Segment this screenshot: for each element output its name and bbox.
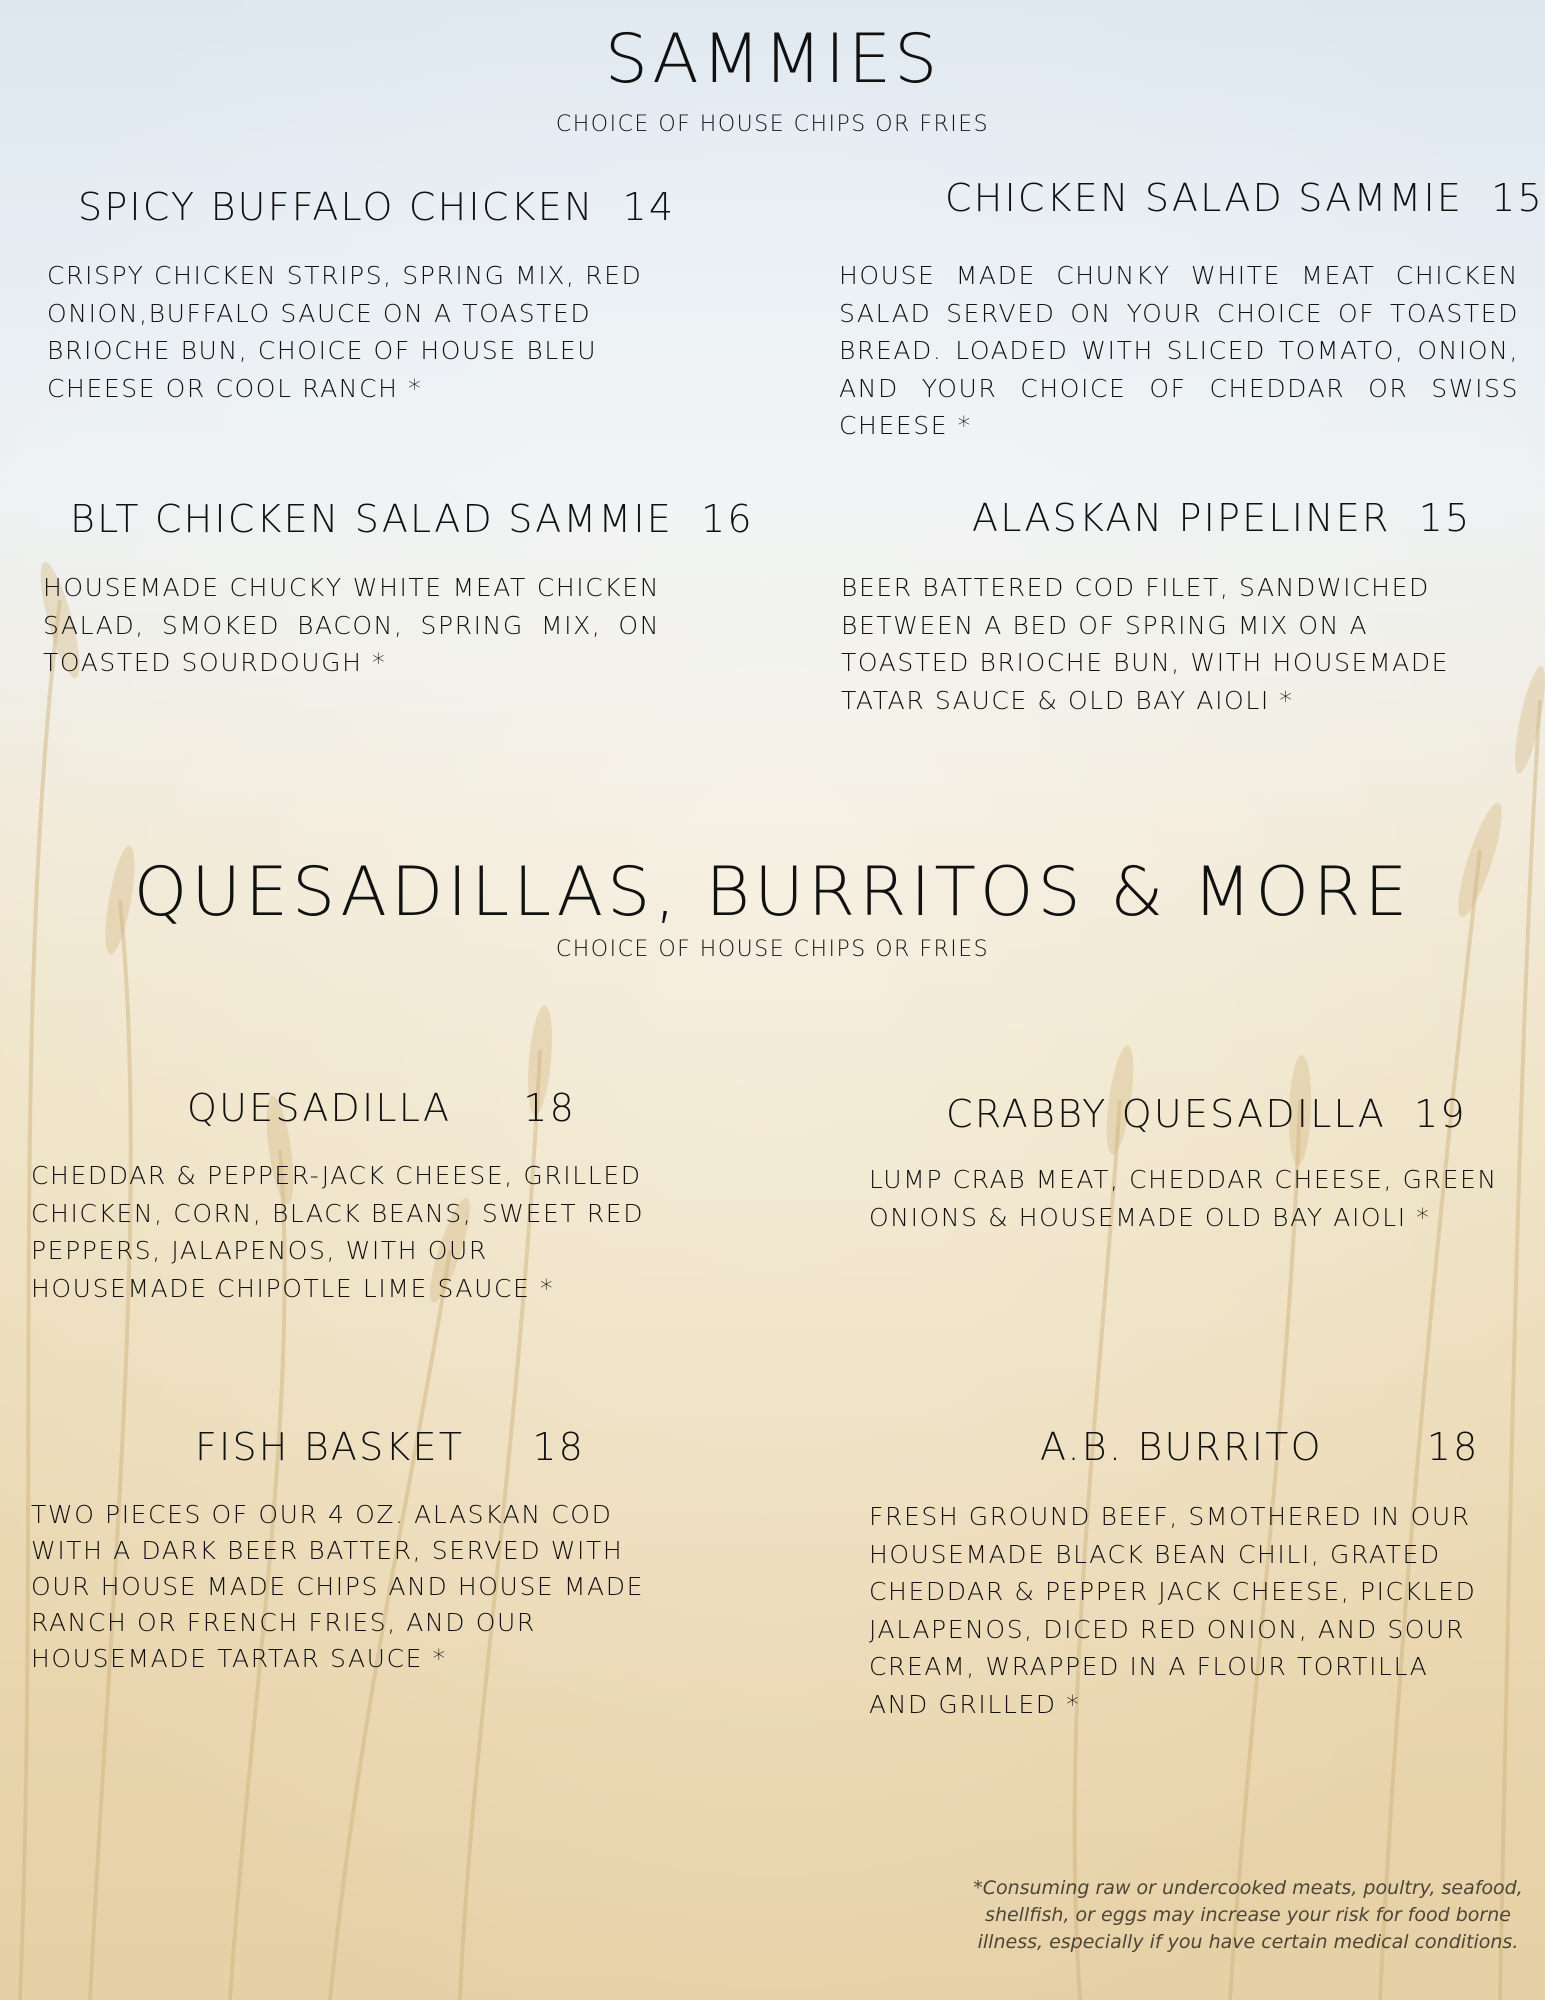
menu-item-name: SPICY BUFFALO CHICKEN xyxy=(78,185,595,229)
menu-item-name: BLT CHICKEN SALAD SAMMIE xyxy=(70,497,674,541)
menu-item-name: FISH BASKET xyxy=(195,1425,465,1469)
menu-item-price: 18 xyxy=(523,1086,576,1130)
menu-item-description: CHEDDAR & PEPPER-JACK CHEESE, GRILLED CHICKEN, CORN, BLACK BEANS, SWEET RED PEPPERS, JALAPENOS, WITH OUR HOUSEMADE CHIPOTLE LIME SAUCE * xyxy=(31,1161,645,1303)
menu-item-price: 18 xyxy=(532,1425,585,1469)
menu-item-price: 15 xyxy=(1491,176,1544,220)
menu-item-description: FRESH GROUND BEEF, SMOTHERED IN OUR HOUSEMADE BLACK BEAN CHILI, GRATED CHEDDAR & PEPPER JACK CHEESE, PICKLED JALAPENOS, DICED RED ONION, AND SOUR CREAM, WRAPPED IN A FLOUR TORTILLA AND GRILLED * xyxy=(869,1502,1477,1719)
menu-item-description: TWO PIECES OF OUR 4 OZ. ALASKAN COD WITH A DARK BEER BATTER, SERVED WITH OUR HOUSE MADE CHIPS AND HOUSE MADE RANCH OR FRENCH FRIES, AND OUR HOUSEMADE TARTAR SAUCE * xyxy=(31,1500,644,1673)
menu-item-title xyxy=(195,1425,585,1469)
menu-item-description: LUMP CRAB MEAT, CHEDDAR CHEESE, GREEN ONIONS & HOUSEMADE OLD BAY AIOLI * xyxy=(869,1165,1498,1232)
menu-item-description: CRISPY CHICKEN STRIPS, SPRING MIX, RED ONION,BUFFALO SAUCE ON A TOASTED BRIOCHE BUN, CHOICE OF HOUSE BLEU CHEESE OR COOL RANCH * xyxy=(47,261,643,403)
food-safety-disclaimer: *Consuming raw or undercooked meats, poultry, seafood, shellfish, or eggs may increase your risk for food borne illness, especially if you have certain medical conditions. xyxy=(973,1877,1523,1953)
section-subtitle-quesadillas: CHOICE OF HOUSE CHIPS OR FRIES xyxy=(555,937,990,962)
menu-item-description: HOUSEMADE CHUCKY WHITE MEAT CHICKEN SALAD, SMOKED BACON, SPRING MIX, ON TOASTED SOURDOUGH * xyxy=(43,573,660,677)
menu-item-price: 19 xyxy=(1414,1092,1467,1136)
section-title-quesadillas: QUESADILLAS, BURRITOS & MORE xyxy=(133,853,1412,932)
menu-item-description: HOUSE MADE CHUNKY WHITE MEAT CHICKEN SALAD SERVED ON YOUR CHOICE OF TOASTED BREAD. LOADED WITH SLICED TOMATO, ONION, AND YOUR CHOICE OF CHEDDAR OR SWISS CHEESE * xyxy=(839,261,1519,440)
menu-item-description: BEER BATTERED COD FILET, SANDWICHED BETWEEN A BED OF SPRING MIX ON A TOASTED BRIOCHE BUN, WITH HOUSEMADE TATAR SAUCE & OLD BAY AIOLI * xyxy=(841,573,1450,715)
menu-item-title xyxy=(187,1086,576,1130)
menu-item-name: CHICKEN SALAD SAMMIE xyxy=(945,176,1464,220)
section-title-sammies: SAMMIES xyxy=(604,20,941,99)
menu-item-title xyxy=(70,497,754,541)
menu-item-name: QUESADILLA xyxy=(187,1086,452,1130)
menu-item-title xyxy=(1040,1425,1479,1469)
menu-item-name: ALASKAN PIPELINER xyxy=(972,496,1391,540)
menu-item-price: 16 xyxy=(701,497,754,541)
menu-item-title xyxy=(946,1092,1467,1136)
menu-item-title xyxy=(945,176,1544,220)
menu-item-price: 18 xyxy=(1426,1425,1480,1469)
menu-item-name: A.B. BURRITO xyxy=(1040,1425,1323,1469)
menu-item-title xyxy=(972,496,1471,540)
menu-item-price: 14 xyxy=(622,185,676,229)
menu-item-price: 15 xyxy=(1418,496,1472,540)
menu-item-title xyxy=(78,185,675,229)
section-subtitle-sammies: CHOICE OF HOUSE CHIPS OR FRIES xyxy=(555,112,990,137)
menu-item-name: CRABBY QUESADILLA xyxy=(946,1092,1386,1136)
